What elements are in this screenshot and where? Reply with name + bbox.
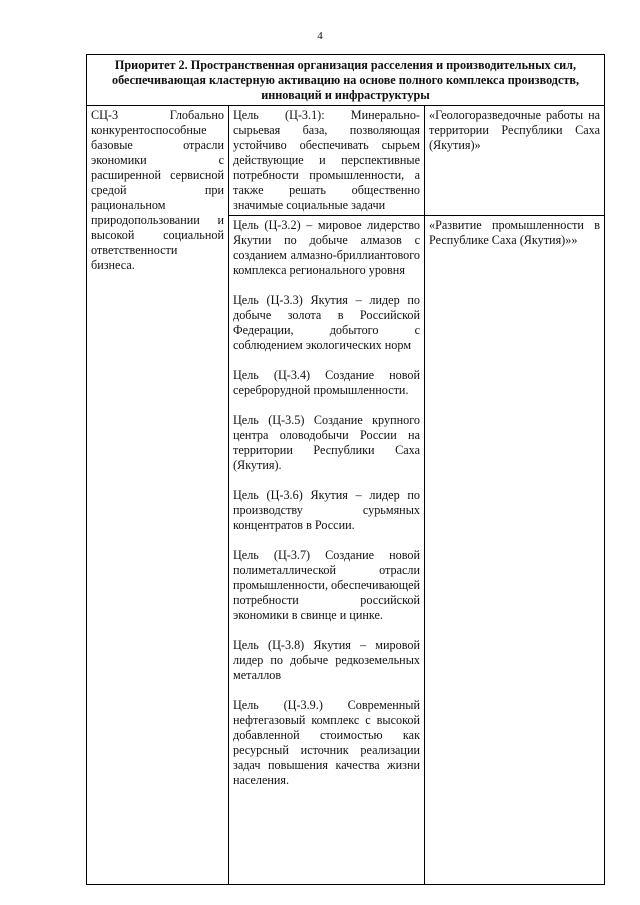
- priority-header-row: [87, 55, 605, 106]
- goal-item: Цель (Ц-3.6) Якутия – лидер по производству сурьмяных концентратов в России.: [233, 488, 420, 532]
- goal-item: Цель (Ц-3.5) Создание крупного центра оловодобычи России на территории Республики Саха (Якутия).: [233, 413, 420, 472]
- goal-cell-3-2-to-3-9: [229, 216, 425, 885]
- goal-item: Цель (Ц-3.7) Создание новой полиметаллической отрасли промышленности, обеспечивающей потребности российской экономики в свинце и цинке.: [233, 548, 421, 622]
- goal-item: Цель (Ц-3.3) Якутия – лидер по добыче золота в Российской Федерации, добытого с соблюдением экологических норм: [233, 293, 420, 352]
- strategic-goal-cell: СЦ-3 Глобально конкурентоспособные базовые отрасли экономики с расширенной сервисной средой при рациональном природопользовании и высокой социальной ответственности бизнеса.: [87, 106, 229, 885]
- strategy-table: [86, 54, 605, 885]
- goal-item: Цель (Ц-3.8) Якутия – мировой лидер по добыче редкоземельных металлов: [233, 638, 420, 682]
- goal-cell-3-1: [229, 106, 425, 216]
- program-cell-industry: «Развитие промышленности в Республике Саха (Якутия)»»: [425, 216, 605, 885]
- goal-item: Цель (Ц-3.2) – мировое лидерство Якутии по добыче алмазов с созданием алмазно-бриллиантового комплекса регионального уровня: [233, 218, 420, 277]
- priority-header: Приоритет 2. Пространственная организация расселения и производительных сил, обеспечивающая кластерную активацию на основе полного комплекса производств, инноваций и инфраструктуры: [87, 55, 605, 106]
- goal-item: Цель (Ц-3.4) Создание новой сереброрудной промышленности.: [233, 368, 420, 397]
- goal-item: Цель (Ц-3.1): Минерально-сырьевая база, позволяющая устойчиво обеспечивать сырьем действующие и перспективные потребности промышленности, а также решать общественно значимые социальные задачи: [233, 108, 420, 212]
- program-cell-geology: «Геологоразведочные работы на территории Республики Саха (Якутия)»: [425, 106, 605, 216]
- goal-item: Цель (Ц-3.9.) Современный нефтегазовый комплекс с высокой добавленной стоимостью как ресурсный источник реализации задач повышения качества жизни населения.: [233, 698, 420, 787]
- page-number: 4: [317, 30, 323, 42]
- table-row: [87, 106, 605, 216]
